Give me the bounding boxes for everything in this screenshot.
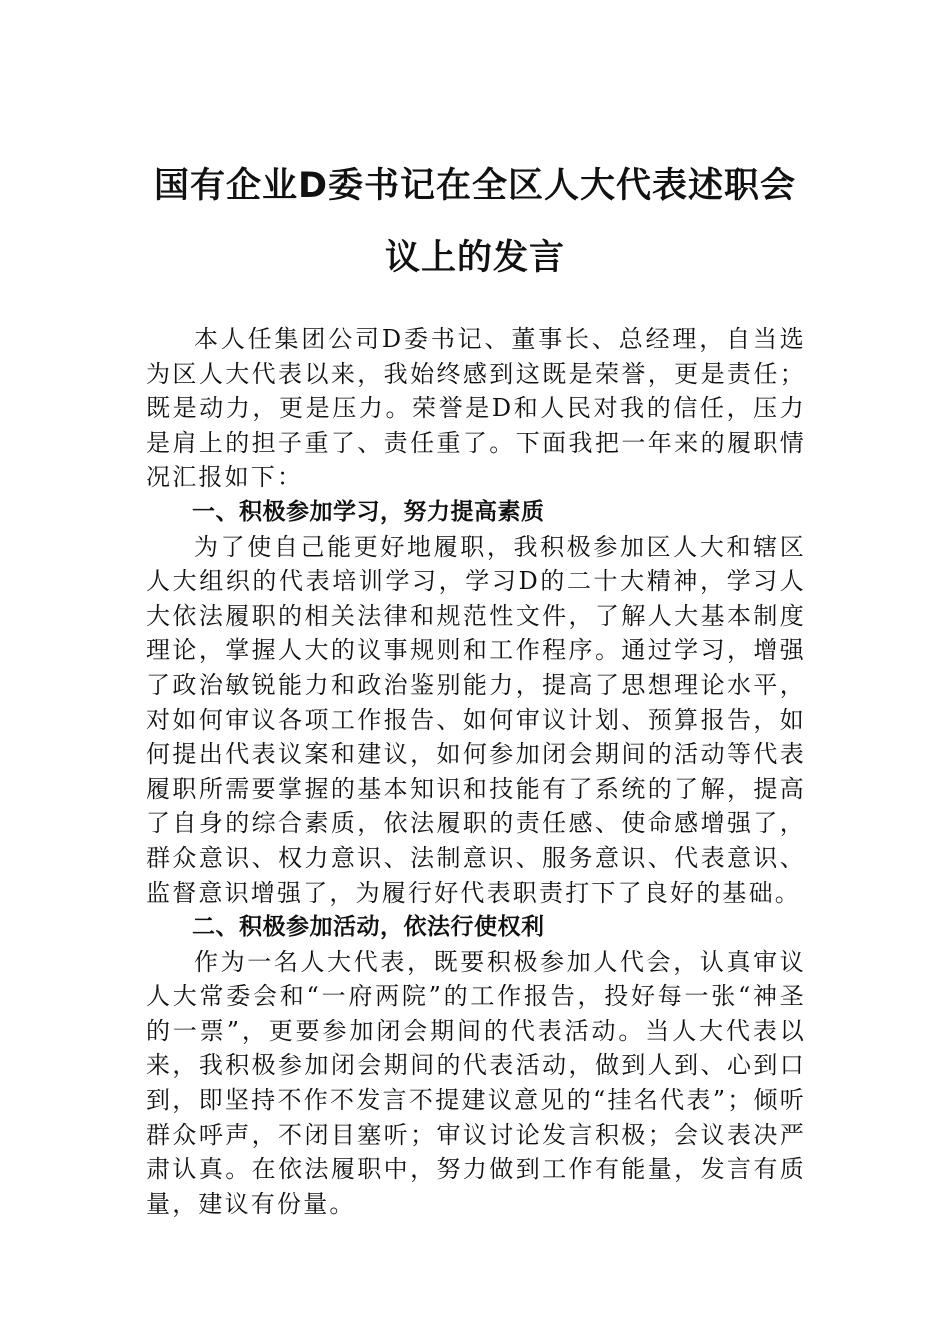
document-body [146,322,806,1221]
document-title-line-2: 议上的发言 [384,238,565,278]
document-title-line-1: 国有企业D委书记在全区人大代表述职会 [153,166,797,206]
intro-paragraph: 本人任集团公司D委书记、董事长、总经理，自当选为区人大代表以来，我始终感到这既是荣誉，更是责任；既是动力，更是压力。荣誉是D和人民对我的信任，压力是肩上的担子重了、责任重了。下面我把一年来的履职情况汇报如下： [146,325,806,492]
section-2-paragraph: 作为一名人大代表，既要积极参加人代会，认真审议人大常委会和“一府两院”的工作报告，投好每一张“神圣的一票”，更要参加闭会期间的代表活动。当人大代表以来，我积极参加闭会期间的代表活动，做到人到、心到口到，即坚持不作不发言不提建议意见的“挂名代表”；倾听群众呼声，不闭目塞听；审议讨论发言积极；会议表决严肃认真。在依法履职中，努力做到工作有能量，发言有质量，建议有份量。 [146,947,806,1218]
section-1-heading: 一、积极参加学习，努力提高素质 [192,498,545,525]
section-1-paragraph: 为了使自己能更好地履职，我积极参加区人大和辖区人大组织的代表培训学习，学习D的二十大精神，学习人大依法履职的相关法律和规范性文件，了解人大基本制度理论，掌握人大的议事规则和工作程序。通过学习，增强了政治敏锐能力和政治鉴别能力，提高了思想理论水平，对如何审议各项工作报告、如何审议计划、预算报告，如何提出代表议案和建议，如何参加闭会期间的活动等代表履职所需要掌握的基本知识和技能有了系统的了解，提高了自身的综合素质，依法履职的责任感、使命感增强了，群众意识、权力意识、法制意识、服务意识、代表意识、监督意识增强了，为履行好代表职责打下了良好的基础。 [146,532,806,907]
section-2-heading: 二、积极参加活动，依法行使权利 [192,914,545,941]
